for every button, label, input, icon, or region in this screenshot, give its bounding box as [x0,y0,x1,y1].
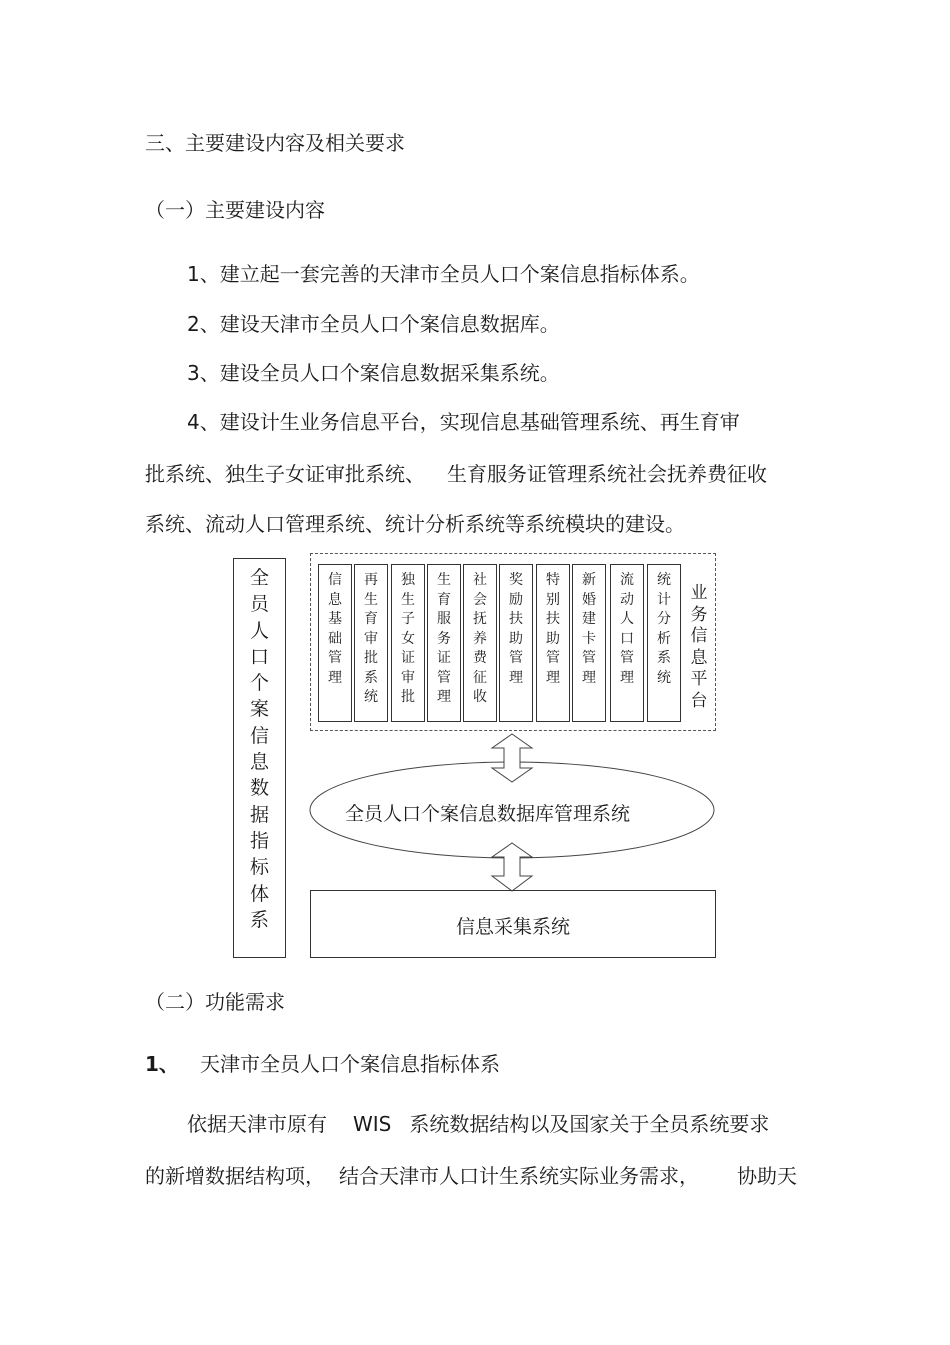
module-label: 再生育审批系统 [364,572,378,705]
text-segment: 批系统、独生子女证审批系统、 [145,462,425,486]
list-item-4-line-3: 系统、流动人口管理系统、统计分析系统等系统模块的建设。 [145,512,685,536]
list-item-4-line-1: 4、建设计生业务信息平台，实现信息基础管理系统、再生育审 [187,410,740,434]
heading-text: 天津市全员人口个案信息指标体系 [200,1052,500,1076]
module-label: 特别扶助管理 [546,572,560,686]
text-segment: 协助天 [737,1164,797,1188]
text-segment: 生育服务证管理系统社会抚养费征收 [447,462,767,486]
collection-system-label: 信息采集系统 [455,916,570,938]
indicator-system-label: 全员人口个案信息数据指标体系 [249,567,269,931]
text-segment: 依据天津市原有 [187,1112,327,1136]
paragraph-line-2 [145,1164,797,1188]
module-label: 统计分析系统 [657,572,671,686]
list-item: 1、建立起一套完善的天津市全员人口个案信息指标体系。 [187,262,700,286]
heading-number: 1、 [145,1052,179,1076]
module-label: 奖励扶助管理 [509,572,523,686]
module-label: 流动人口管理 [620,572,634,686]
subsection-title-2: （二）功能需求 [145,990,285,1014]
paragraph-line-1 [187,1112,769,1136]
module-label: 生育服务证管理 [437,572,451,705]
module-label: 信息基础管理 [328,572,342,686]
platform-label-text: 业务信息平台 [690,583,708,711]
text-segment: 结合天津市人口计生系统实际业务需求， [339,1164,699,1188]
collection-system-box [310,890,716,958]
text-segment: 系统数据结构以及国家关于全员系统要求 [409,1112,770,1136]
module-label: 新婚建卡管理 [582,572,596,686]
double-arrow-icon [492,843,532,891]
list-item: 2、建设天津市全员人口个案信息数据库。 [187,312,560,336]
subsection-title-1: （一）主要建设内容 [145,198,325,222]
module-label: 社会抚养费征收 [473,572,487,705]
text-segment: 的新增数据结构项， [145,1164,325,1188]
module-label: 独生子女证审批 [401,572,415,705]
database-label: 全员人口个案信息数据库管理系统 [345,803,631,825]
double-arrow-icon [492,734,532,782]
list-item: 3、建设全员人口个案信息数据采集系统。 [187,361,560,385]
text-segment: WIS [353,1112,392,1136]
section-title: 三、主要建设内容及相关要求 [145,131,405,155]
